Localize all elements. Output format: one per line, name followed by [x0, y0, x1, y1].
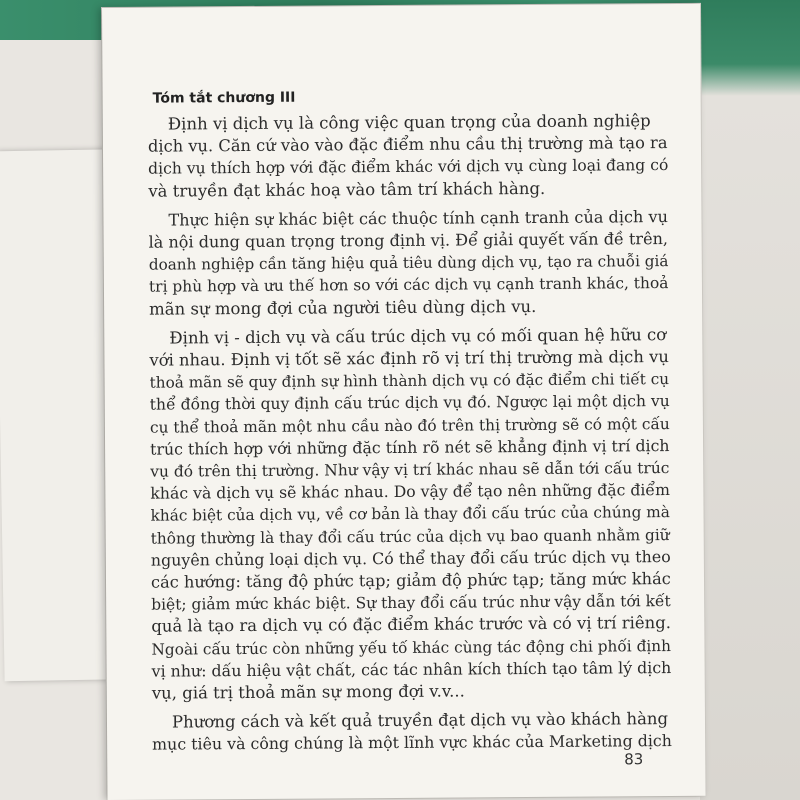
text-line: thông thường là thay đổi cấu trúc của dịch vụ bao quanh nhằm giữ	[150, 525, 670, 548]
text-line: là nội dung quan trọng trong định vị. Để giải quyết vấn đề trên,	[148, 229, 669, 252]
text-line: cụ thể thoả mãn một nhu cầu nào đó trên thị trường sẽ có một cấu	[149, 414, 670, 437]
text-line: mục tiêu và công chúng là một lĩnh vực khác của Marketing dịch	[152, 731, 672, 755]
text-line: Ngoài cấu trúc còn những yếu tố khác cùng tác động chi phối định	[151, 636, 672, 659]
text-line: dịch vụ. Căn cứ vào vào đặc điểm nhu cầu thị trường mà tạo ra	[147, 133, 668, 156]
text-line: vị như: dấu hiệu vật chất, các tác nhân kích thích tạo tâm lý dịch	[151, 657, 672, 681]
section-heading: Tóm tắt chương III	[152, 89, 296, 107]
text-line: Phương cách và kết quả truyền đạt dịch vụ vào khách hàng	[171, 709, 669, 732]
paragraph	[152, 708, 672, 756]
background-right	[700, 0, 800, 800]
text-line: vụ, giá trị thoả mãn sự mong đợi v.v...	[151, 681, 465, 703]
paragraph	[149, 324, 672, 705]
text-line: thể đồng thời quy định cấu trúc dịch vụ đó. Ngược lại một dịch vụ	[149, 392, 670, 415]
text-line: trúc thích hợp với những đặc tính rõ nét sẽ khẳng định vị trí dịch	[150, 435, 670, 459]
text-line: khác và dịch vụ sẽ khác nhau. Do vậy để tạo nên những đặc điểm	[150, 480, 670, 503]
text-line: mãn sự mong đợi của người tiêu dùng dịch vụ.	[149, 296, 537, 319]
text-line: doanh nghiệp cần tăng hiệu quả tiêu dùng dịch vụ, tạo ra chuỗi giá	[148, 252, 669, 274]
text-line: Thực hiện sự khác biệt các thuộc tính cạnh tranh của dịch vụ	[168, 206, 669, 230]
text-line: với nhau. Định vị tốt sẽ xác định rõ vị trí thị trường mà dịch vụ	[149, 347, 669, 370]
text-line: các hướng: tăng độ phức tạp; giảm độ phức tạp; tăng mức khác	[150, 569, 671, 592]
text-line: Định vị dịch vụ là công việc quan trọng của doanh nghiệp	[167, 111, 651, 134]
text-line: và truyền đạt khác hoạ vào tâm trí khách hàng.	[148, 178, 546, 201]
page-number: 83	[624, 750, 644, 769]
text-line: Định vị - dịch vụ và cấu trúc dịch vụ có mối quan hệ hữu cơ	[169, 324, 667, 348]
text-line: vụ đó trên thị trường. Như vậy vị trí khác nhau sẽ dẫn tới cấu trúc	[150, 459, 670, 481]
text-line: trị phù hợp và ưu thế hơn so với các dịch vụ cạnh tranh khác, thoả	[148, 274, 669, 297]
book-page	[102, 4, 706, 800]
text-line: nguyên chủng loại dịch vụ. Có thể thay đổi cấu trúc dịch vụ theo	[150, 546, 671, 570]
text-line: quả là tạo ra dịch vụ có đặc điểm khác trước và có vị trí riêng.	[151, 613, 672, 637]
text-line: dịch vụ thích hợp với đặc điểm khác với dịch vụ cùng loại đang có	[148, 156, 669, 179]
paragraph	[148, 110, 669, 202]
text-line: biệt; giảm mức khác biệt. Sự thay đổi cấu trúc như vậy dẫn tới kết	[151, 592, 671, 614]
text-line: thoả mãn sẽ quy định sự hình thành dịch vụ có đặc điểm chi tiết cụ	[149, 370, 670, 392]
text-line: khác biệt của dịch vụ, về cơ bản là thay đổi cấu trúc của chúng mà	[150, 503, 670, 526]
paragraph	[148, 206, 669, 321]
page-body-text	[148, 110, 672, 756]
